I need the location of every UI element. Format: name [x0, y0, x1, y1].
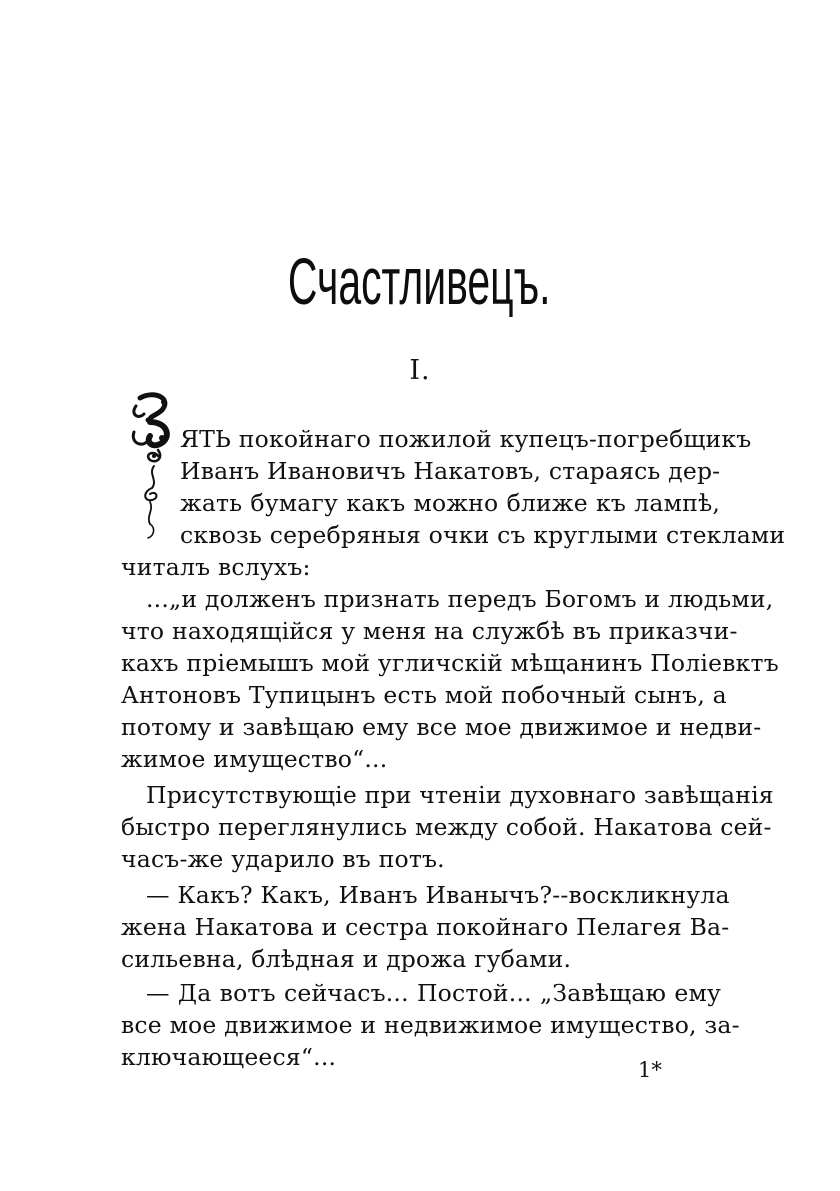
text-line: ключающееся“...: [121, 1043, 337, 1071]
text-line: ...„и долженъ признать передъ Богомъ и людьми,: [146, 585, 774, 613]
text-line: все мое движимое и недвижимое имущество, за-: [121, 1011, 740, 1039]
text-line: — Да вотъ сейчасъ... Постой... „Завѣщаю ему: [146, 979, 721, 1007]
text-line: кахъ пріемышъ мой угличскій мѣщанинъ Поліевктъ: [121, 649, 779, 677]
chapter-number: I.: [409, 355, 431, 386]
text-line: Присутствующіе при чтеніи духовнаго завѣщанія: [146, 781, 774, 809]
text-line: сквозь серебряныя очки съ круглыми стеклами: [180, 521, 786, 549]
text-line: — Какъ? Какъ, Иванъ Иванычъ?--воскликнула: [146, 881, 730, 909]
page-title: Счастливецъ.: [287, 244, 551, 318]
text-line: часъ-же ударило въ потъ.: [121, 845, 445, 873]
text-line: ЯТЬ покойнаго пожилой купецъ-погребщикъ: [180, 425, 752, 453]
text-line: Иванъ Ивановичъ Накатовъ, стараясь дер-: [180, 457, 721, 485]
text-line: потому и завѣщаю ему все мое движимое и недви-: [121, 713, 762, 741]
page-number: 1*: [638, 1058, 662, 1082]
text-line: Антоновъ Тупицынъ есть мой побочный сынъ, а: [121, 681, 727, 709]
text-line: жать бумагу какъ можно ближе къ лампѣ,: [180, 489, 720, 517]
text-line: жена Накатова и сестра покойнаго Пелагея Ва-: [121, 913, 730, 941]
text-line: читалъ вслухъ:: [121, 553, 311, 581]
text-line: сильевна, блѣдная и дрожа губами.: [121, 945, 572, 973]
text-line: быстро переглянулись между собой. Накатова сей-: [121, 813, 772, 841]
drop-cap-ornament: [128, 392, 176, 542]
text-line: что находящійся у меня на службѣ въ приказчи-: [121, 617, 738, 645]
text-line: жимое имущество“...: [121, 745, 388, 773]
